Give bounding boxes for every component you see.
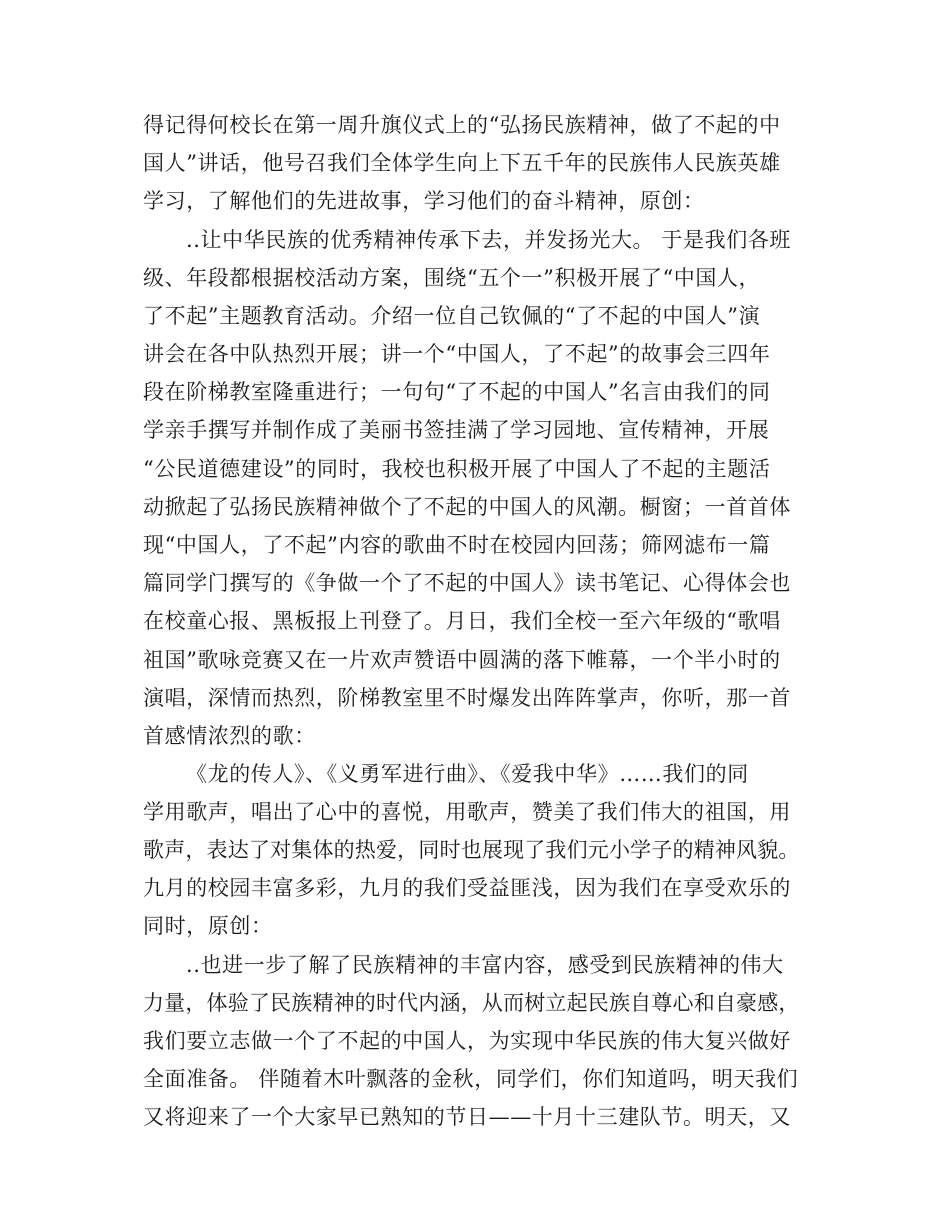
text-line: 歌声，表达了对集体的热爱，同时也展现了我们元小学子的精神风貌。 — [143, 838, 800, 862]
text-line: 全面准备。 伴随着木叶飘落的金秋，同学们，你们知道吗，明天我们 — [143, 1067, 799, 1091]
text-line: ..让中华民族的优秀精神传承下去，并发扬光大。 于是我们各班 — [186, 228, 792, 252]
text-line: 同时，原创： — [143, 914, 273, 938]
text-line: 段在阶梯教室隆重进行；一句句“了不起的中国人”名言由我们的同 — [143, 380, 771, 404]
text-line: 九月的校园丰富多彩，九月的我们受益匪浅，因为我们在享受欢乐的 — [143, 876, 791, 900]
text-line: ..也进一步了解了民族精神的丰富内容，感受到民族精神的伟大 — [186, 953, 784, 977]
text-line: 力量，体验了民族精神的时代内涵，从而树立起民族自尊心和自豪感， — [143, 991, 800, 1015]
text-line: 讲会在各中队热烈开展；讲一个“中国人，了不起”的故事会三四年 — [143, 342, 771, 366]
text-line: 得记得何校长在第一周升旗仪式上的“弘扬民族精神，做了不起的中 — [143, 113, 781, 137]
text-line: 国人”讲话，他号召我们全体学生向上下五千年的民族伟人民族英雄 — [143, 151, 781, 175]
text-line: 学用歌声，唱出了心中的喜悦，用歌声，赞美了我们伟大的祖国，用 — [143, 800, 791, 824]
text-line: “公民道德建设”的同时，我校也积极开展了中国人了不起的主题活 — [143, 457, 771, 481]
text-line: 又将迎来了一个大家早已熟知的节日——十月十三建队节。明天，又 — [143, 1105, 791, 1129]
text-line: 我们要立志做一个了不起的中国人，为实现中华民族的伟大复兴做好 — [143, 1029, 791, 1053]
text-line: 祖国”歌咏竞赛又在一片欢声赞语中圆满的落下帷幕，一个半小时的 — [143, 648, 781, 672]
text-line: 在校童心报、黑板报上刊登了。月日，我们全校一至六年级的“歌唱 — [143, 609, 781, 633]
text-line: 学习，了解他们的先进故事，学习他们的奋斗精神，原创： — [143, 189, 705, 213]
text-line: 首感情浓烈的歌： — [143, 724, 316, 748]
text-line: 现“中国人，了不起”内容的歌曲不时在校园内回荡；筛网滤布一篇 — [143, 533, 771, 557]
text-line: 了不起”主题教育活动。介绍一位自己钦佩的“了不起的中国人”演 — [143, 304, 761, 328]
text-line: 《龙的传人》、《义勇军进行曲》、《爱我中华》……我们的同 — [186, 762, 749, 786]
text-line: 学亲手撰写并制作成了美丽书签挂满了学习园地、宣传精神，开展 — [143, 418, 770, 442]
text-line: 动掀起了弘扬民族精神做个了不起的中国人的风潮。橱窗；一首首体 — [143, 495, 791, 519]
text-line: 演唱，深情而热烈，阶梯教室里不时爆发出阵阵掌声，你听，那一首 — [143, 686, 791, 710]
text-line: 篇同学门撰写的《争做一个了不起的中国人》读书笔记、心得体会也 — [143, 571, 791, 595]
text-line: 级、年段都根据校活动方案，围绕“五个一”积极开展了“中国人， — [143, 266, 761, 290]
